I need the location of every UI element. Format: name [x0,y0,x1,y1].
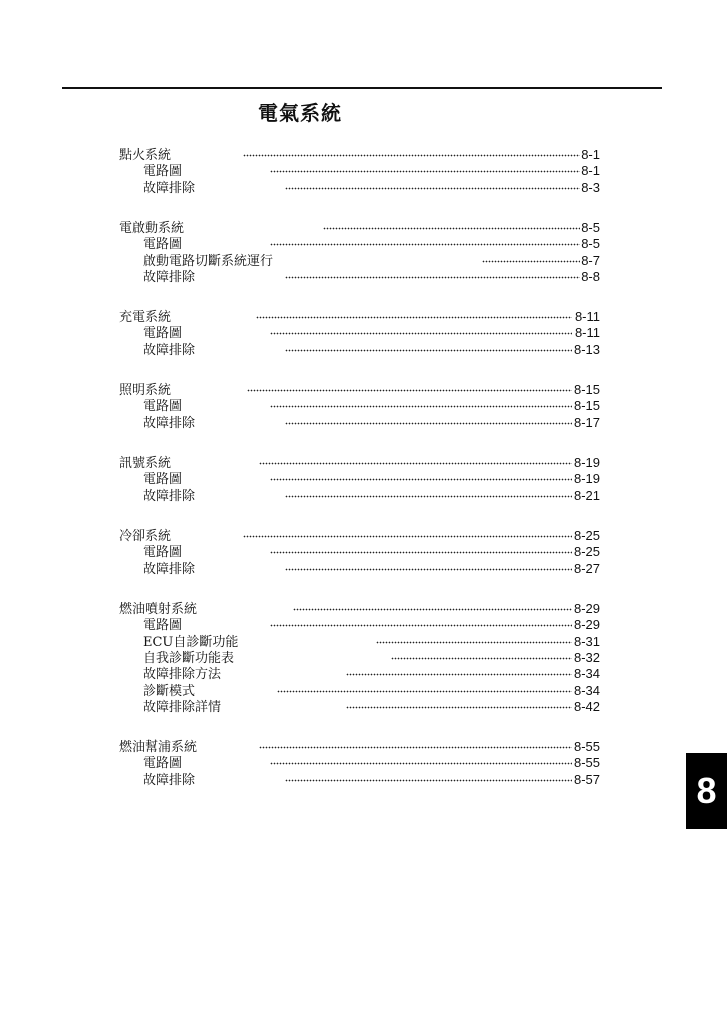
dot-leader [285,568,572,571]
toc-entry-label: 啟動電路切斷系統運行 [143,254,274,269]
dot-leader [259,746,572,749]
toc-entry-label: 故障排除 [143,343,196,358]
toc-section-heading [0,455,727,472]
toc-entry [0,666,727,683]
dot-leader [285,276,580,279]
toc-entry-page: 8-57 [573,772,600,787]
dot-leader [323,227,580,230]
dot-leader [482,260,580,263]
dot-leader [285,349,572,352]
toc-section-heading [0,739,727,756]
toc-entry-label: 故障排除 [143,270,196,285]
toc-entry-page: 8-34 [573,683,600,698]
toc-entry [0,236,727,253]
dot-leader [285,779,572,782]
toc-entry-page: 8-1 [581,163,600,178]
dot-leader [346,706,572,709]
dot-leader [285,422,572,425]
toc-entry-label: 電路圖 [143,399,183,414]
page-title: 電氣系統 [258,101,342,125]
toc-entry-page: 8-13 [573,342,600,357]
toc-entry-page: 8-17 [573,415,600,430]
toc-entry [0,699,727,716]
toc-section-heading-label: 充電系統 [119,310,172,325]
toc-entry-label: 故障排除 [143,181,196,196]
toc-section-heading-page: 8-29 [573,601,600,616]
dot-leader [256,316,572,319]
dot-leader [270,332,572,335]
toc-entry-page: 8-3 [581,180,600,195]
toc-entry-page: 8-34 [573,666,600,681]
dot-leader [376,641,572,644]
toc-entry [0,398,727,415]
toc-entry [0,772,727,789]
dot-leader [270,243,580,246]
toc-section-heading [0,528,727,545]
toc-section-heading-label: 照明系統 [119,383,172,398]
toc-entry-page: 8-55 [573,755,600,770]
toc-entry-label: 故障排除方法 [143,667,222,682]
dot-leader [243,154,580,157]
dot-leader [391,657,572,660]
toc-entry-page: 8-29 [573,617,600,632]
toc-entry-page: 8-42 [573,699,600,714]
dot-leader [270,405,572,408]
toc-entry-label: 故障排除 [143,489,196,504]
toc-entry-label: 電路圖 [143,164,183,179]
toc-entry-page: 8-5 [581,236,600,251]
dot-leader [259,462,572,465]
toc-section-heading-label: 冷卻系統 [119,529,172,544]
toc-entry [0,755,727,772]
toc-entry-page: 8-19 [573,471,600,486]
toc-section-heading-label: 燃油幫浦系統 [119,740,198,755]
toc-entry [0,415,727,432]
toc-entry-label: 電路圖 [143,756,183,771]
toc-entry-label: 故障排除 [143,562,196,577]
toc-entry [0,163,727,180]
toc-section-heading [0,147,727,164]
toc-entry-label: 故障排除詳情 [143,700,222,715]
toc-entry [0,253,727,270]
toc-entry-label: 電路圖 [143,237,183,252]
toc-section-heading [0,220,727,237]
toc-entry [0,634,727,651]
dot-leader [270,170,580,173]
toc-section-heading [0,382,727,399]
toc-entry [0,650,727,667]
dot-leader [270,624,572,627]
toc-entry-label: 故障排除 [143,773,196,788]
toc-entry-page: 8-32 [573,650,600,665]
dot-leader [346,673,572,676]
toc-entry [0,471,727,488]
toc-section-heading-label: 訊號系統 [119,456,172,471]
toc-section-heading [0,309,727,326]
toc-entry-label: 電路圖 [143,326,183,341]
toc-section-heading-page: 8-25 [573,528,600,543]
toc-entry [0,683,727,700]
toc-section-heading-page: 8-55 [573,739,600,754]
toc-entry-label: 自我診斷功能表 [143,651,235,666]
toc-section-heading-page: 8-15 [573,382,600,397]
toc-entry [0,180,727,197]
toc-entry [0,488,727,505]
dot-leader [285,187,580,190]
dot-leader [277,690,572,693]
dot-leader [247,389,572,392]
toc-entry [0,561,727,578]
toc-entry-page: 8-15 [573,398,600,413]
toc-section-heading-page: 8-5 [581,220,600,235]
toc-entry-page: 8-11 [574,325,600,340]
toc-section-heading-label: 燃油噴射系統 [119,602,198,617]
dot-leader [270,551,572,554]
toc-entry [0,325,727,342]
toc-section-heading-label: 電啟動系統 [119,221,185,236]
toc-entry-label: 電路圖 [143,618,183,633]
chapter-tab: 8 [686,753,727,829]
toc-entry-label: ECU自診斷功能 [143,635,239,650]
toc-section-heading-page: 8-19 [573,455,600,470]
toc-entry [0,617,727,634]
dot-leader [270,478,572,481]
toc-entry-page: 8-31 [573,634,600,649]
toc-entry-label: 故障排除 [143,416,196,431]
dot-leader [293,608,572,611]
toc-entry-page: 8-25 [573,544,600,559]
toc-entry [0,269,727,286]
toc-section-heading-page: 8-11 [574,309,600,324]
toc-section-heading-page: 8-1 [581,147,600,162]
dot-leader [243,535,572,538]
dot-leader [270,762,572,765]
toc-entry-page: 8-8 [581,269,600,284]
toc-section-heading [0,601,727,618]
toc-section-heading-label: 點火系統 [119,148,172,163]
toc-entry-label: 電路圖 [143,545,183,560]
dot-leader [285,495,572,498]
toc-entry-page: 8-7 [581,253,600,268]
toc-entry [0,544,727,561]
toc-entry-label: 電路圖 [143,472,183,487]
toc-entry-page: 8-21 [573,488,600,503]
toc-entry [0,342,727,359]
toc-entry-label: 診斷模式 [143,684,196,699]
toc-entry-page: 8-27 [573,561,600,576]
